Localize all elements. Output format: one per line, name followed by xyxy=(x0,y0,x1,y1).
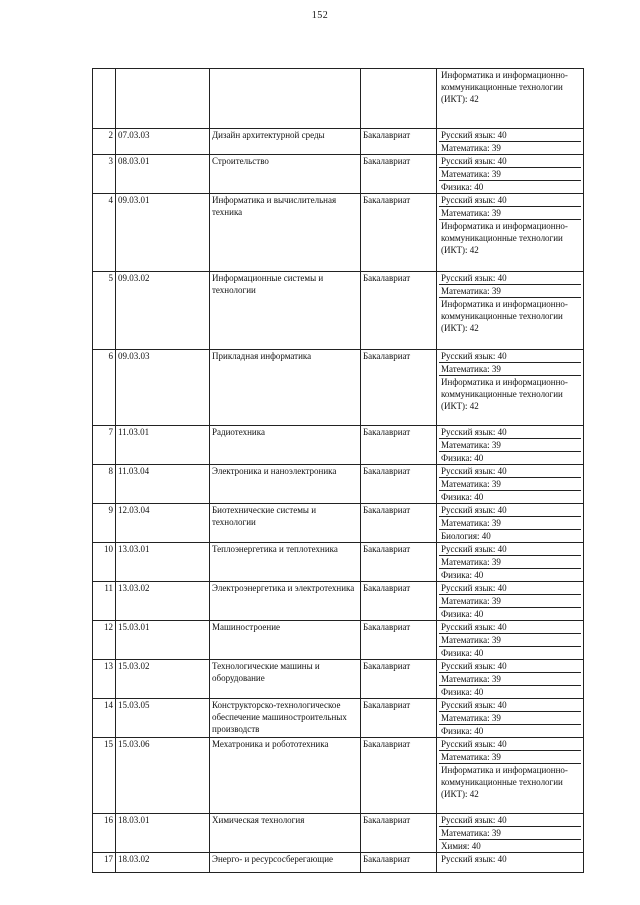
exam-item: Физика: 40 xyxy=(441,687,484,697)
row-number: 13 xyxy=(93,660,116,699)
exam-item: Математика: 39 xyxy=(439,673,581,686)
table-row xyxy=(93,194,584,272)
exam-list xyxy=(439,69,581,105)
program-code: 13.03.01 xyxy=(116,543,210,582)
exam-item: Физика: 40 xyxy=(441,492,484,502)
exam-item: Русский язык: 40 xyxy=(439,194,581,207)
exam-item: Физика: 40 xyxy=(441,182,484,192)
exam-item: Русский язык: 40 xyxy=(439,155,581,168)
exam-item: Информатика и информационно-коммуникационные технологии (ИКТ): 42 xyxy=(441,299,568,333)
education-level: Бакалавриат xyxy=(361,699,437,738)
program-name: Прикладная информатика xyxy=(210,350,361,426)
table-row xyxy=(93,465,584,504)
table-row xyxy=(93,582,584,621)
exam-item: Информатика и информационно-коммуникационные технологии (ИКТ): 42 xyxy=(441,765,568,799)
education-level: Бакалавриат xyxy=(361,504,437,543)
program-name: Теплоэнергетика и теплотехника xyxy=(210,543,361,582)
education-level: Бакалавриат xyxy=(361,853,437,873)
education-level: Бакалавриат xyxy=(361,814,437,853)
exam-list xyxy=(439,504,581,542)
table-row xyxy=(93,155,584,194)
exam-item: Математика: 39 xyxy=(439,712,581,725)
program-code: 11.03.01 xyxy=(116,426,210,465)
exam-list xyxy=(439,543,581,581)
exam-item: Математика: 39 xyxy=(439,595,581,608)
exam-item: Физика: 40 xyxy=(441,570,484,580)
exam-list-cell xyxy=(437,699,584,738)
exam-list-cell xyxy=(437,582,584,621)
exam-item: Русский язык: 40 xyxy=(439,129,581,142)
row-number: 10 xyxy=(93,543,116,582)
program-code: 09.03.01 xyxy=(116,194,210,272)
program-code: 15.03.06 xyxy=(116,738,210,814)
exam-list-cell xyxy=(437,465,584,504)
row-number: 6 xyxy=(93,350,116,426)
education-level: Бакалавриат xyxy=(361,621,437,660)
exam-list xyxy=(439,129,581,154)
program-code: 08.03.01 xyxy=(116,155,210,194)
exam-item: Русский язык: 40 xyxy=(441,854,507,864)
program-name xyxy=(210,69,361,129)
exam-list xyxy=(439,660,581,698)
exam-item: Математика: 39 xyxy=(439,634,581,647)
education-level: Бакалавриат xyxy=(361,155,437,194)
table-row xyxy=(93,543,584,582)
education-level: Бакалавриат xyxy=(361,465,437,504)
program-name: Биотехнические системы и технологии xyxy=(210,504,361,543)
exam-item: Математика: 39 xyxy=(439,168,581,181)
table-row xyxy=(93,814,584,853)
exam-item: Русский язык: 40 xyxy=(439,504,581,517)
education-level: Бакалавриат xyxy=(361,543,437,582)
row-number: 4 xyxy=(93,194,116,272)
program-name: Информационные системы и технологии xyxy=(210,272,361,350)
exam-list-cell xyxy=(437,272,584,350)
exam-item: Русский язык: 40 xyxy=(439,543,581,556)
program-name: Электроника и наноэлектроника xyxy=(210,465,361,504)
exam-item: Биология: 40 xyxy=(441,531,491,541)
exam-list-cell xyxy=(437,504,584,543)
exam-item: Русский язык: 40 xyxy=(439,814,581,827)
exam-item: Русский язык: 40 xyxy=(439,621,581,634)
row-number: 8 xyxy=(93,465,116,504)
exam-list-cell xyxy=(437,129,584,155)
education-level: Бакалавриат xyxy=(361,582,437,621)
program-name: Информатика и вычислительная техника xyxy=(210,194,361,272)
table-row xyxy=(93,621,584,660)
row-number: 7 xyxy=(93,426,116,465)
exam-list-cell xyxy=(437,426,584,465)
program-code: 11.03.04 xyxy=(116,465,210,504)
exam-item: Физика: 40 xyxy=(441,609,484,619)
exam-item: Русский язык: 40 xyxy=(439,465,581,478)
table-row xyxy=(93,660,584,699)
exam-item: Математика: 39 xyxy=(439,478,581,491)
exam-item: Русский язык: 40 xyxy=(439,426,581,439)
exam-list xyxy=(439,699,581,737)
exam-item: Математика: 39 xyxy=(439,363,581,376)
row-number xyxy=(93,69,116,129)
exam-item: Математика: 39 xyxy=(439,439,581,452)
program-code: 15.03.02 xyxy=(116,660,210,699)
table-row xyxy=(93,426,584,465)
table-row xyxy=(93,504,584,543)
exam-list-cell xyxy=(437,660,584,699)
program-name: Дизайн архитектурной среды xyxy=(210,129,361,155)
program-code: 18.03.02 xyxy=(116,853,210,873)
program-code: 18.03.01 xyxy=(116,814,210,853)
exam-list xyxy=(439,465,581,503)
exam-list-cell xyxy=(437,350,584,426)
exam-item: Математика: 39 xyxy=(439,827,581,840)
program-name: Химическая технология xyxy=(210,814,361,853)
table-row xyxy=(93,699,584,738)
education-level: Бакалавриат xyxy=(361,194,437,272)
exam-requirements-table xyxy=(92,68,584,873)
exam-item: Физика: 40 xyxy=(441,726,484,736)
row-number: 11 xyxy=(93,582,116,621)
program-code: 09.03.03 xyxy=(116,350,210,426)
table-row xyxy=(93,738,584,814)
row-number: 3 xyxy=(93,155,116,194)
row-number: 5 xyxy=(93,272,116,350)
page-number: 152 xyxy=(311,10,329,21)
exam-item: Информатика и информационно-коммуникационные технологии (ИКТ): 42 xyxy=(441,70,568,104)
row-number: 14 xyxy=(93,699,116,738)
exam-item: Математика: 39 xyxy=(439,751,581,764)
program-code: 07.03.03 xyxy=(116,129,210,155)
education-level: Бакалавриат xyxy=(361,426,437,465)
exam-item: Русский язык: 40 xyxy=(439,350,581,363)
row-number: 16 xyxy=(93,814,116,853)
program-name: Электроэнергетика и электротехника xyxy=(210,582,361,621)
exam-list-cell xyxy=(437,155,584,194)
program-name: Энерго- и ресурсосберегающие xyxy=(210,853,361,873)
row-number: 15 xyxy=(93,738,116,814)
exam-list xyxy=(439,426,581,464)
table-body xyxy=(93,69,584,873)
program-code xyxy=(116,69,210,129)
program-code: 15.03.05 xyxy=(116,699,210,738)
exam-item: Математика: 39 xyxy=(439,285,581,298)
exam-list-cell xyxy=(437,543,584,582)
table-row xyxy=(93,69,584,129)
exam-item: Русский язык: 40 xyxy=(439,699,581,712)
program-name: Радиотехника xyxy=(210,426,361,465)
exam-list xyxy=(439,272,581,334)
exam-item: Русский язык: 40 xyxy=(439,738,581,751)
table-row xyxy=(93,853,584,873)
education-level xyxy=(361,69,437,129)
program-name: Машиностроение xyxy=(210,621,361,660)
exam-item: Русский язык: 40 xyxy=(439,272,581,285)
exam-list xyxy=(439,621,581,659)
exam-list-cell xyxy=(437,738,584,814)
exam-item: Математика: 39 xyxy=(441,143,501,153)
exam-list xyxy=(439,155,581,193)
education-level: Бакалавриат xyxy=(361,738,437,814)
row-number: 2 xyxy=(93,129,116,155)
table-row xyxy=(93,129,584,155)
exam-list xyxy=(439,194,581,256)
exam-list xyxy=(439,853,581,865)
education-level: Бакалавриат xyxy=(361,272,437,350)
program-name: Технологические машины и оборудование xyxy=(210,660,361,699)
table-row xyxy=(93,350,584,426)
exam-list-cell xyxy=(437,194,584,272)
exam-list-cell xyxy=(437,853,584,873)
program-name: Строительство xyxy=(210,155,361,194)
education-level: Бакалавриат xyxy=(361,350,437,426)
exam-item: Русский язык: 40 xyxy=(439,582,581,595)
row-number: 9 xyxy=(93,504,116,543)
exam-list xyxy=(439,814,581,852)
program-code: 09.03.02 xyxy=(116,272,210,350)
exam-item: Математика: 39 xyxy=(439,207,581,220)
exam-item: Математика: 39 xyxy=(439,517,581,530)
exam-item: Физика: 40 xyxy=(441,453,484,463)
table-row xyxy=(93,272,584,350)
exam-item: Химия: 40 xyxy=(441,841,481,851)
exam-list-cell xyxy=(437,814,584,853)
exam-list-cell xyxy=(437,69,584,129)
program-code: 12.03.04 xyxy=(116,504,210,543)
program-name: Конструкторско-технологическое обеспечение машиностроительных производств xyxy=(210,699,361,738)
exam-item: Русский язык: 40 xyxy=(439,660,581,673)
program-code: 15.03.01 xyxy=(116,621,210,660)
exam-item: Информатика и информационно-коммуникационные технологии (ИКТ): 42 xyxy=(441,221,568,255)
exam-list xyxy=(439,350,581,412)
exam-item: Математика: 39 xyxy=(439,556,581,569)
exam-list xyxy=(439,738,581,800)
exam-list-cell xyxy=(437,621,584,660)
program-name: Мехатроника и робототехника xyxy=(210,738,361,814)
program-code: 13.03.02 xyxy=(116,582,210,621)
row-number: 12 xyxy=(93,621,116,660)
exam-item: Физика: 40 xyxy=(441,648,484,658)
row-number: 17 xyxy=(93,853,116,873)
education-level: Бакалавриат xyxy=(361,129,437,155)
exam-item: Информатика и информационно-коммуникационные технологии (ИКТ): 42 xyxy=(441,377,568,411)
education-level: Бакалавриат xyxy=(361,660,437,699)
exam-list xyxy=(439,582,581,620)
